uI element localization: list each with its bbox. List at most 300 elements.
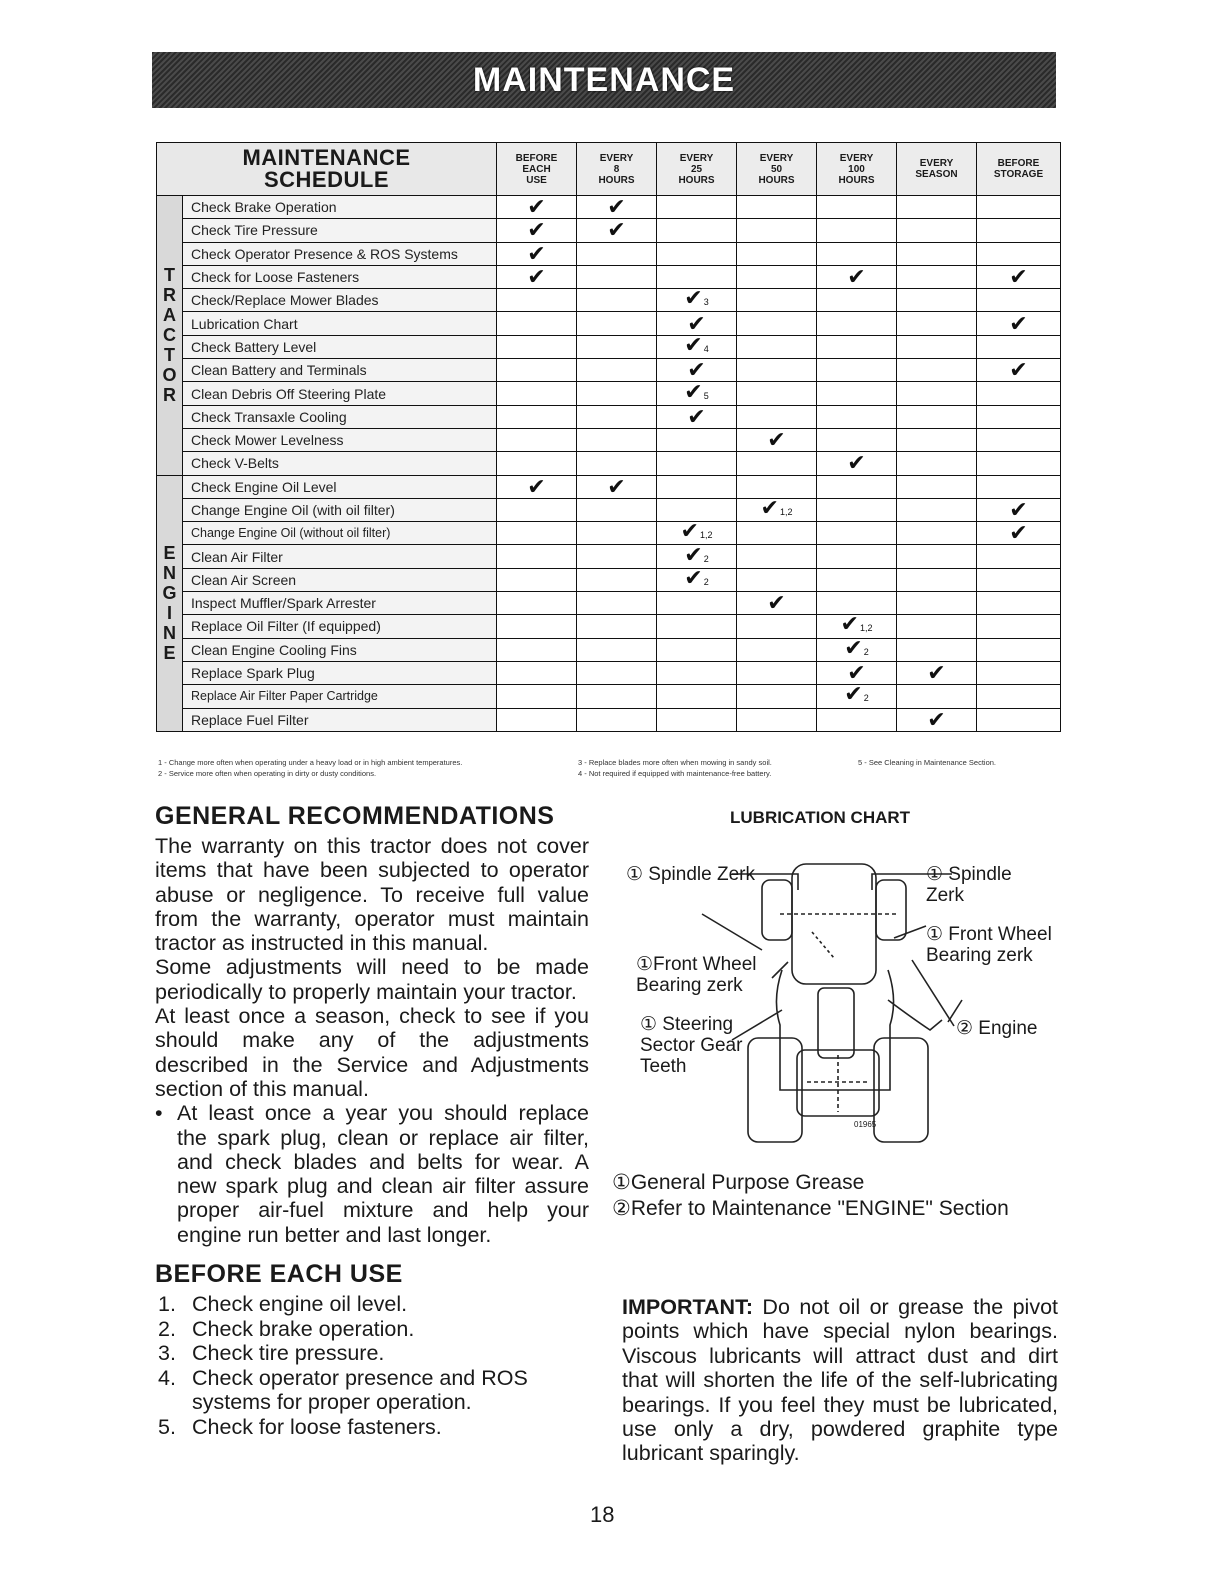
check-mark-icon: ✔: [767, 427, 786, 453]
table-row: [157, 405, 1061, 428]
schedule-cell: [817, 475, 897, 498]
schedule-cell: [977, 219, 1061, 242]
schedule-cell: [577, 242, 657, 265]
column-header-line: EVERY: [679, 152, 714, 164]
schedule-cell: [657, 592, 737, 615]
schedule-cell: [737, 568, 817, 591]
group-letter: N: [163, 623, 176, 644]
schedule-cell: [737, 335, 817, 358]
schedule-cell: [817, 312, 897, 335]
column-header-line: HOURS: [838, 174, 875, 186]
table-row: [157, 196, 1061, 219]
schedule-cell: [977, 475, 1061, 498]
schedule-cell: [897, 545, 977, 568]
label-front-wheel-left: ①Front Wheel Bearing zerk: [636, 954, 757, 996]
schedule-cell: [817, 452, 897, 475]
schedule-cell: [577, 498, 657, 521]
schedule-cell: [737, 452, 817, 475]
schedule-cell: [977, 359, 1061, 382]
schedule-cell: [977, 312, 1061, 335]
schedule-cell: [497, 568, 577, 591]
list-item: 5. Check for loose fasteners.: [158, 1414, 442, 1439]
schedule-cell: [977, 289, 1061, 312]
column-header-line: SEASON: [915, 169, 958, 180]
schedule-cell: [577, 545, 657, 568]
check-mark-icon: ✔2: [844, 681, 869, 707]
important-text: Do not oil or grease the pivot points which have special nylon bearings. Viscous lubricants will attract dust and dirt that will shorten the life of the self-lubricating bearings. If you feel they must be lubricated, use only a dry, powdered graphite type lubricant sparingly.: [622, 1295, 1058, 1466]
schedule-cell: [577, 405, 657, 428]
schedule-cell: [977, 428, 1061, 451]
page-banner: [152, 52, 1056, 108]
schedule-cell: [737, 661, 817, 684]
label-steering-gear: ① Steering Sector Gear Teeth: [640, 1014, 743, 1077]
schedule-cell: [897, 568, 977, 591]
check-mark-icon: ✔: [687, 310, 706, 336]
schedule-title-line2: SCHEDULE: [263, 167, 389, 192]
schedule-cell: [897, 522, 977, 545]
check-mark-icon: ✔5: [684, 378, 709, 404]
group-letter: E: [163, 643, 176, 664]
table-row: [157, 265, 1061, 288]
check-mark-icon: ✔: [1009, 310, 1028, 336]
schedule-cell: [497, 405, 577, 428]
column-header-line: BEFORE: [515, 152, 558, 164]
schedule-cell: [977, 265, 1061, 288]
task-name: Replace Spark Plug: [183, 661, 497, 684]
schedule-cell: [977, 335, 1061, 358]
check-mark-icon: ✔: [927, 706, 946, 732]
schedule-cell: [977, 405, 1061, 428]
general-para-2: Some adjustments will need to be made periodically to properly maintain your tractor.: [155, 955, 589, 1004]
schedule-cell: [817, 242, 897, 265]
task-name: Replace Fuel Filter: [183, 708, 497, 731]
schedule-cell: [897, 638, 977, 661]
list-item: 1. Check engine oil level.: [158, 1292, 408, 1316]
table-row: [157, 219, 1061, 242]
schedule-cell: [897, 428, 977, 451]
table-row: [157, 685, 1061, 708]
schedule-cell: [657, 378, 737, 405]
table-row: [157, 661, 1061, 684]
page-number: 18: [590, 1502, 615, 1527]
schedule-cell: [817, 545, 897, 568]
check-mark-icon: ✔: [527, 240, 546, 266]
maintenance-schedule-table: [156, 142, 1060, 732]
schedule-cell: [657, 475, 737, 498]
important-label: IMPORTANT:: [622, 1295, 753, 1319]
schedule-cell: [497, 312, 577, 335]
schedule-cell: [817, 359, 897, 382]
table-row: [157, 522, 1061, 545]
table-row: [157, 359, 1061, 382]
schedule-cell: [497, 685, 577, 708]
task-name: Clean Air Filter: [183, 545, 497, 568]
schedule-cell: [577, 638, 657, 661]
schedule-cell: [977, 498, 1061, 521]
schedule-cell: [817, 219, 897, 242]
check-mark-icon: ✔: [1009, 357, 1028, 383]
column-header-line: 8: [613, 163, 620, 175]
task-name: Check V-Belts: [183, 452, 497, 475]
task-name: Check/Replace Mower Blades: [183, 289, 497, 312]
schedule-cell: [497, 522, 577, 545]
task-name: Clean Engine Cooling Fins: [183, 638, 497, 661]
footnote-ref: 1,2: [779, 507, 793, 517]
schedule-cell: [497, 498, 577, 521]
task-name: Check Brake Operation: [183, 196, 497, 219]
schedule-cell: [817, 568, 897, 591]
schedule-cell: [497, 265, 577, 288]
check-mark-icon: ✔: [847, 660, 866, 686]
schedule-cell: [497, 335, 577, 358]
schedule-cell: [737, 405, 817, 428]
group-label-engine: [157, 475, 183, 731]
task-name: Replace Air Filter Paper Cartridge: [183, 685, 497, 708]
check-mark-icon: ✔: [527, 473, 546, 499]
schedule-cell: [657, 615, 737, 638]
schedule-cell: [497, 428, 577, 451]
label-engine: ② Engine: [956, 1018, 1038, 1039]
schedule-cell: [737, 638, 817, 661]
lubrication-diagram: [612, 850, 1072, 1150]
table-row: [157, 568, 1061, 591]
group-letter: I: [166, 603, 172, 624]
group-letter: R: [163, 385, 176, 406]
schedule-cell: [577, 452, 657, 475]
schedule-cell: [737, 495, 817, 521]
schedule-cell: [577, 475, 657, 498]
task-name: Check Battery Level: [183, 335, 497, 358]
schedule-cell: [977, 382, 1061, 405]
column-header-line: EVERY: [759, 152, 794, 164]
group-letter: T: [164, 345, 175, 366]
footnotes-middle: [578, 757, 772, 779]
illustration-part-number: 01965: [854, 1120, 877, 1129]
task-name: Change Engine Oil (with oil filter): [183, 498, 497, 521]
check-mark-icon: ✔: [847, 264, 866, 290]
task-name: Clean Air Screen: [183, 568, 497, 591]
table-row: [157, 615, 1061, 638]
schedule-cell: [657, 219, 737, 242]
schedule-cell: [897, 708, 977, 731]
schedule-cell: [577, 289, 657, 312]
schedule-cell: [577, 708, 657, 731]
table-row: [157, 638, 1061, 661]
column-header-line: HOURS: [758, 174, 795, 186]
column-header-line: EACH: [522, 163, 551, 175]
schedule-cell: [497, 475, 577, 498]
schedule-cell: [577, 568, 657, 591]
schedule-cell: [897, 475, 977, 498]
general-para-1: The warranty on this tractor does not cover items that have been subjected to operator abuse or negligence. To receive full value from the warranty, operator must maintain tractor as instructed in this manual.: [155, 834, 589, 956]
list-item: 3. Check tire pressure.: [158, 1341, 385, 1365]
schedule-cell: [657, 638, 737, 661]
schedule-cell: [657, 564, 737, 591]
schedule-cell: [897, 685, 977, 708]
schedule-cell: [977, 568, 1061, 591]
legend-engine: ②Refer to Maintenance "ENGINE" Section: [612, 1197, 1009, 1220]
schedule-cell: [737, 289, 817, 312]
check-mark-icon: ✔: [1009, 520, 1028, 546]
check-mark-icon: ✔: [607, 194, 626, 220]
schedule-cell: [577, 661, 657, 684]
schedule-cell: [657, 285, 737, 312]
task-name: Check for Loose Fasteners: [183, 265, 497, 288]
group-letter: T: [164, 265, 175, 286]
check-mark-icon: ✔: [927, 660, 946, 686]
column-header-line: STORAGE: [993, 169, 1044, 180]
schedule-cell: [577, 312, 657, 335]
check-mark-icon: ✔: [1009, 497, 1028, 522]
column-header-line: EVERY: [599, 152, 634, 164]
schedule-cell: [897, 498, 977, 521]
table-row: [157, 498, 1061, 521]
task-name: Check Mower Levelness: [183, 428, 497, 451]
schedule-cell: [577, 196, 657, 219]
column-header-line: 50: [770, 163, 783, 175]
footnote-5: 5 - See Cleaning in Maintenance Section.: [858, 758, 997, 767]
list-item: 4. Check operator presence and ROS systems for proper operation.: [158, 1365, 528, 1414]
task-name: Check Tire Pressure: [183, 219, 497, 242]
schedule-cell: [897, 592, 977, 615]
schedule-cell: [497, 196, 577, 219]
table-row: [157, 475, 1061, 498]
schedule-cell: [497, 545, 577, 568]
schedule-cell: [657, 452, 737, 475]
legend-grease: ①General Purpose Grease: [612, 1171, 865, 1194]
before-each-use-list: [158, 1292, 578, 1439]
check-mark-icon: ✔: [767, 590, 786, 616]
schedule-title: [157, 143, 497, 196]
schedule-cell: [977, 545, 1061, 568]
schedule-cell: [977, 638, 1061, 661]
footnote-2: 2 - Service more often when operating in dirty or dusty conditions.: [158, 769, 377, 778]
task-name: Check Transaxle Cooling: [183, 405, 497, 428]
important-note: [622, 1295, 1058, 1466]
column-header-line: 25: [690, 163, 703, 175]
check-mark-icon: ✔: [527, 217, 546, 243]
column-header-line: EVERY: [919, 158, 954, 169]
schedule-cell: [497, 219, 577, 242]
schedule-cell: [897, 335, 977, 358]
schedule-cell: [737, 219, 817, 242]
group-letter: C: [163, 325, 176, 346]
check-mark-icon: ✔: [847, 450, 866, 476]
schedule-cell: [657, 405, 737, 428]
check-mark-icon: ✔1,2: [840, 611, 873, 637]
schedule-cell: [497, 452, 577, 475]
check-mark-icon: ✔: [687, 357, 706, 383]
schedule-column-header: [977, 143, 1061, 196]
check-mark-icon: ✔: [527, 194, 546, 220]
schedule-cell: [577, 219, 657, 242]
schedule-cell: [657, 196, 737, 219]
general-recommendations-heading: GENERAL RECOMMENDATIONS: [155, 802, 555, 830]
schedule-cell: [577, 359, 657, 382]
group-letter: G: [162, 583, 177, 604]
schedule-cell: [817, 265, 897, 288]
schedule-cell: [977, 661, 1061, 684]
table-row: [157, 452, 1061, 475]
schedule-cell: [737, 242, 817, 265]
footnote-ref: 5: [703, 390, 709, 401]
task-name: Check Operator Presence & ROS Systems: [183, 242, 497, 265]
label-spindle-left: ① Spindle Zerk: [626, 864, 755, 885]
schedule-cell: [657, 428, 737, 451]
column-header-line: HOURS: [598, 174, 635, 186]
schedule-cell: [657, 661, 737, 684]
footnotes-right: [858, 757, 996, 768]
task-name: Check Engine Oil Level: [183, 475, 497, 498]
check-mark-icon: ✔: [607, 473, 626, 499]
footnotes-left: [158, 757, 462, 779]
footnote-ref: 2: [863, 646, 869, 657]
schedule-column-header: [497, 143, 577, 196]
footnote-ref: 4: [703, 343, 709, 354]
schedule-cell: [577, 592, 657, 615]
footnote-3: 3 - Replace blades more often when mowing in sandy soil.: [578, 758, 772, 767]
schedule-column-header: [897, 143, 977, 196]
schedule-cell: [577, 428, 657, 451]
footnote-ref: 1,2: [699, 530, 713, 541]
label-spindle-right: ① Spindle Zerk: [926, 864, 1012, 906]
footnote-ref: 3: [703, 297, 709, 308]
schedule-cell: [897, 312, 977, 335]
lubrication-legend: [612, 1170, 1009, 1222]
task-name: Replace Oil Filter (If equipped): [183, 615, 497, 638]
check-mark-icon: ✔: [527, 264, 546, 290]
column-header-line: HOURS: [678, 174, 715, 186]
check-mark-icon: ✔: [687, 403, 706, 429]
group-letter: A: [163, 305, 176, 326]
check-mark-icon: ✔: [607, 217, 626, 243]
schedule-cell: [577, 522, 657, 545]
footnote-ref: 1,2: [859, 623, 873, 634]
schedule-cell: [897, 615, 977, 638]
schedule-cell: [977, 242, 1061, 265]
table-row: [157, 708, 1061, 731]
schedule-cell: [497, 382, 577, 405]
list-item: 2. Check brake operation.: [158, 1316, 415, 1341]
schedule-cell: [737, 265, 817, 288]
schedule-column-header: [577, 143, 657, 196]
schedule-cell: [977, 615, 1061, 638]
schedule-cell: [657, 708, 737, 731]
footnote-1: 1 - Change more often when operating under a heavy load or in high ambient temperatures.: [158, 758, 463, 767]
schedule-cell: [577, 685, 657, 708]
table-row: [157, 289, 1061, 312]
general-para-3: At least once a season, check to see if you should make any of the adjustments described in the Service and Adjustments section of this manual.: [155, 1004, 589, 1101]
schedule-cell: [497, 615, 577, 638]
footnote-ref: 2: [703, 553, 709, 564]
schedule-title-line1: MAINTENANCE: [242, 145, 411, 170]
schedule-cell: [737, 196, 817, 219]
schedule-cell: [497, 359, 577, 382]
task-name: Lubrication Chart: [183, 312, 497, 335]
schedule-cell: [897, 382, 977, 405]
task-name: Clean Battery and Terminals: [183, 359, 497, 382]
before-each-use-heading: BEFORE EACH USE: [155, 1260, 403, 1288]
column-header-line: 100: [848, 163, 865, 175]
schedule-cell: [817, 405, 897, 428]
check-mark-icon: ✔3: [684, 285, 709, 311]
schedule-cell: [817, 681, 897, 708]
table-row: [157, 242, 1061, 265]
table-row: [157, 428, 1061, 451]
table-row: [157, 335, 1061, 358]
task-name: Change Engine Oil (without oil filter): [183, 522, 497, 545]
column-header-line: USE: [526, 174, 547, 186]
schedule-cell: [817, 522, 897, 545]
schedule-cell: [737, 592, 817, 615]
schedule-cell: [817, 196, 897, 219]
schedule-cell: [657, 242, 737, 265]
general-bullet: [155, 1101, 589, 1247]
lubrication-chart-heading: LUBRICATION CHART: [730, 808, 911, 827]
schedule-cell: [737, 359, 817, 382]
schedule-cell: [497, 242, 577, 265]
schedule-cell: [977, 708, 1061, 731]
group-letter: E: [163, 543, 176, 564]
footnote-ref: 2: [863, 693, 869, 704]
schedule-cell: [497, 638, 577, 661]
schedule-cell: [737, 522, 817, 545]
check-mark-icon: ✔1,2: [760, 495, 793, 520]
check-mark-icon: ✔: [1009, 264, 1028, 290]
column-header-line: EVERY: [839, 152, 874, 164]
label-front-wheel-right: ① Front Wheel Bearing zerk: [926, 924, 1052, 966]
task-name: Clean Debris Off Steering Plate: [183, 382, 497, 405]
group-letter: R: [163, 285, 176, 306]
check-mark-icon: ✔1,2: [680, 518, 713, 544]
column-header-line: BEFORE: [997, 158, 1040, 169]
group-letter: O: [162, 365, 177, 386]
footnote-ref: 2: [703, 576, 709, 587]
banner-title: MAINTENANCE: [472, 60, 736, 99]
table-row: [157, 382, 1061, 405]
schedule-cell: [817, 498, 897, 521]
schedule-cell: [577, 265, 657, 288]
schedule-cell: [497, 661, 577, 684]
schedule-cell: [657, 685, 737, 708]
schedule-cell: [897, 219, 977, 242]
bullet-dot: •: [155, 1101, 163, 1126]
check-mark-icon: ✔4: [684, 331, 709, 357]
schedule-cell: [737, 545, 817, 568]
general-recommendations-body: [155, 834, 589, 1247]
schedule-cell: [977, 196, 1061, 219]
schedule-cell: [977, 685, 1061, 708]
schedule-cell: [497, 289, 577, 312]
schedule-cell: [817, 289, 897, 312]
schedule-cell: [577, 615, 657, 638]
schedule-cell: [737, 382, 817, 405]
check-mark-icon: ✔2: [684, 541, 709, 567]
schedule-cell: [817, 382, 897, 405]
schedule-cell: [977, 452, 1061, 475]
schedule-cell: [737, 615, 817, 638]
schedule-cell: [577, 335, 657, 358]
bullet-text: At least once a year you should replace the spark plug, clean or replace air filter, and check blades and belts for wear. A new spark plug and clean air filter assure proper air-fuel mixture and help your engine run better and last longer.: [177, 1101, 589, 1247]
schedule-cell: [897, 661, 977, 684]
schedule-column-header: [817, 143, 897, 196]
table-row: [157, 312, 1061, 335]
schedule-cell: [497, 708, 577, 731]
footnote-4: 4 - Not required if equipped with maintenance-free battery.: [578, 769, 772, 778]
schedule-cell: [737, 708, 817, 731]
check-mark-icon: ✔2: [684, 564, 709, 590]
schedule-cell: [897, 359, 977, 382]
